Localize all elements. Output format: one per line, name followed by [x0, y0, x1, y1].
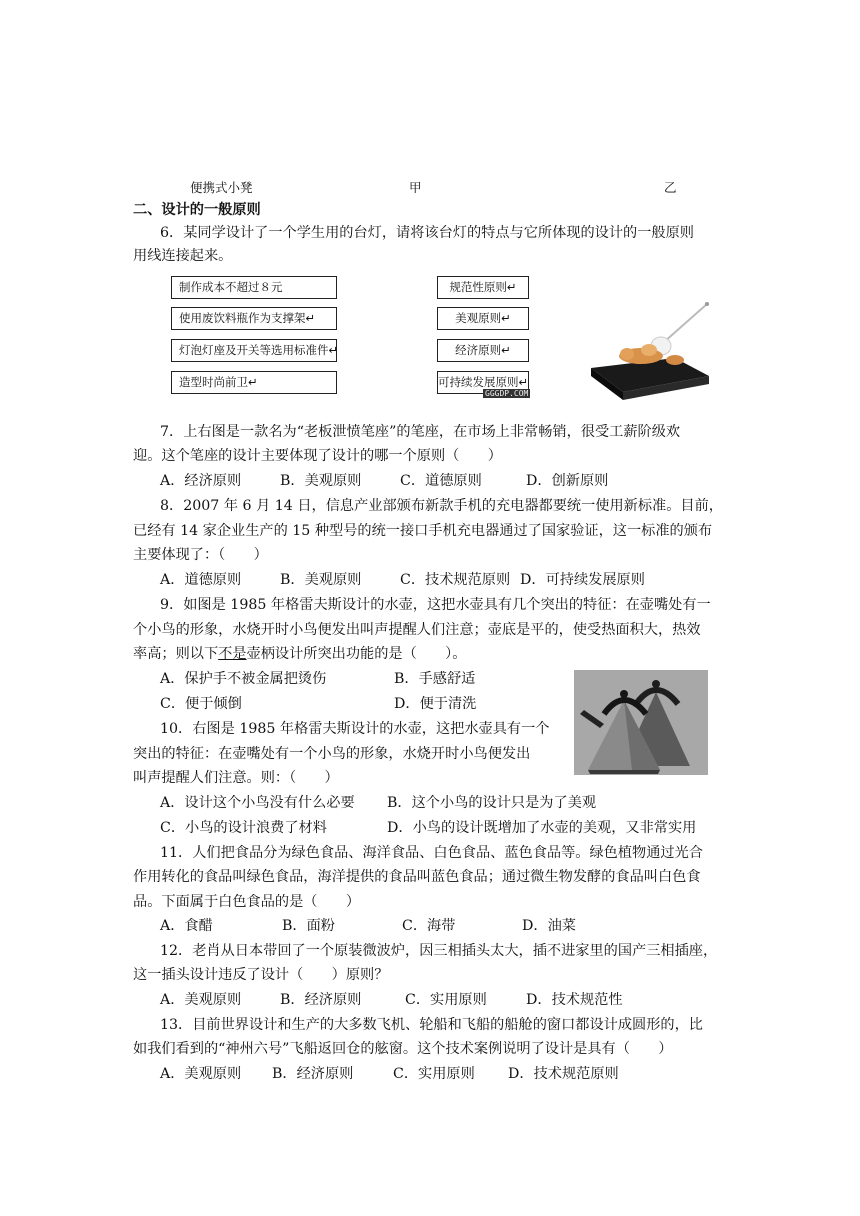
q9-line1: 9．如图是 1985 年格雷夫斯设计的水壶，这把水壶具有几个突出的特征：在壶嘴处有一	[160, 597, 711, 613]
q11-option-a: A．食醋	[160, 918, 213, 934]
q6-left-item-2: 使用废饮料瓶作为支撑架↵	[171, 307, 337, 330]
q6-right-item-1: 规范性原则↵	[437, 276, 529, 299]
q6-left-item-3: 灯泡灯座及开关等选用标准件↵	[171, 339, 337, 362]
q8-line1: 8．2007 年 6 月 14 日，信息产业部颁布新款手机的充电器都要统一使用新标准。目前，	[160, 498, 723, 514]
q13-option-a: A．美观原则	[160, 1066, 242, 1082]
kettle-image	[574, 670, 708, 775]
q6-right-item-4: 可持续发展原则↵	[437, 371, 529, 394]
q10-option-a: A．设计这个小鸟没有什么必要	[160, 795, 355, 811]
q10-line1: 10．右图是 1985 年格雷夫斯设计的水壶，这把水壶具有一个	[160, 721, 550, 737]
caption-yi: 乙	[664, 180, 677, 195]
q10-option-d: D．小鸟的设计既增加了水壶的美观，又非常实用	[387, 820, 697, 836]
q9-option-b: B．手感舒适	[394, 671, 476, 687]
q8-option-d: D．可持续发展原则	[520, 572, 645, 588]
q6-line1: 6．某同学设计了一个学生用的台灯，请将该台灯的特点与它所体现的设计的一般原则	[160, 225, 694, 241]
q8-line2: 已经有 14 家企业生产的 15 种型号的统一接口手机充电器通过了国家验证，这一标准的颁布	[133, 523, 713, 539]
q6-right-item-3: 经济原则↵	[437, 339, 529, 362]
watermark: GGGDP.COM	[485, 389, 529, 398]
q8-option-b: B．美观原则	[280, 572, 362, 588]
q12-option-a: A．美观原则	[160, 992, 242, 1008]
q9-line3	[133, 643, 466, 665]
q9-line3-start: 率高；则以下	[133, 646, 219, 662]
q9-option-c: C．便于倾倒	[160, 696, 242, 712]
q13-option-c: C．实用原则	[393, 1066, 475, 1082]
q12-line1: 12．老肖从日本带回了一个原装微波炉，因三相插头太大，插不进家里的国产三相插座，	[160, 943, 718, 959]
pen-holder-image	[583, 296, 713, 406]
q6-right-item-2: 美观原则↵	[437, 307, 529, 330]
q8-option-a: A．道德原则	[160, 572, 242, 588]
q10-option-c: C．小鸟的设计浪费了材料	[160, 820, 327, 836]
q10-line2: 突出的特征：在壶嘴处有一个小鸟的形象，水烧开时小鸟便发出	[133, 746, 531, 762]
q9-line2: 个小鸟的形象，水烧开时小鸟便发出叫声提醒人们注意；壶底是平的，使受热面积大，热效	[133, 622, 701, 638]
q11-option-d: D．油菜	[522, 918, 576, 934]
q7-line1: 7．上右图是一款名为“老板泄愤笔座”的笔座，在市场上非常畅销，很受工薪阶级欢	[160, 424, 681, 440]
q7-option-c: C．道德原则	[400, 473, 482, 489]
q10-line3: 叫声提醒人们注意。则：（ ）	[133, 770, 339, 786]
q9-line3-end: 壶柄设计所突出功能的是（ ）。	[246, 646, 467, 662]
q13-line2: 如我们看到的“神州六号”飞船返回仓的舷窗。这个技术案例说明了设计是具有（ ）	[133, 1041, 673, 1057]
q6-line2: 用线连接起来。	[133, 248, 233, 264]
q7-option-b: B．美观原则	[280, 473, 362, 489]
q6-left-item-1: 制作成本不超过８元	[171, 276, 337, 299]
q12-option-d: D．技术规范性	[526, 992, 623, 1008]
q9-option-d: D．便于清洗	[394, 696, 477, 712]
caption-stool: 便携式小凳	[190, 180, 253, 195]
q8-option-c: C．技术规范原则	[400, 572, 511, 588]
q13-line1: 13．目前世界设计和生产的大多数飞机、轮船和飞船的船舱的窗口都设计成圆形的，比	[160, 1017, 703, 1033]
q11-line1: 11．人们把食品分为绿色食品、海洋食品、白色食品、蓝色食品等。绿色植物通过光合	[160, 845, 703, 861]
q8-line3: 主要体现了：（ ）	[133, 547, 268, 563]
q13-option-d: D．技术规范原则	[508, 1066, 619, 1082]
q11-line3: 品。下面属于白色食品的是（ ）	[133, 894, 361, 910]
q12-option-b: B．经济原则	[280, 992, 362, 1008]
caption-jia: 甲	[409, 180, 422, 195]
q11-line2: 作用转化的食品叫绿色食品，海洋提供的食品叫蓝色食品；通过微生物发酵的食品叫白色食	[133, 869, 701, 885]
q7-line2: 迎。这个笔座的设计主要体现了设计的哪一个原则（ ）	[133, 448, 502, 464]
q11-option-b: B．面粉	[282, 918, 335, 934]
section-title: 二、设计的一般原则	[133, 202, 261, 218]
q9-line3-emphasis: 不是	[218, 646, 247, 662]
q11-option-c: C．海带	[402, 918, 456, 934]
q10-option-b: B．这个小鸟的设计只是为了美观	[387, 795, 597, 811]
q6-left-item-4: 造型时尚前卫↵	[171, 371, 337, 394]
q12-option-c: C．实用原则	[405, 992, 487, 1008]
q7-option-d: D．创新原则	[526, 473, 609, 489]
q13-option-b: B．经济原则	[272, 1066, 354, 1082]
q12-line2: 这一插头设计违反了设计（ ）原则？	[133, 967, 389, 983]
q9-option-a: A．保护手不被金属把烫伤	[160, 671, 327, 687]
q7-option-a: A．经济原则	[160, 473, 242, 489]
